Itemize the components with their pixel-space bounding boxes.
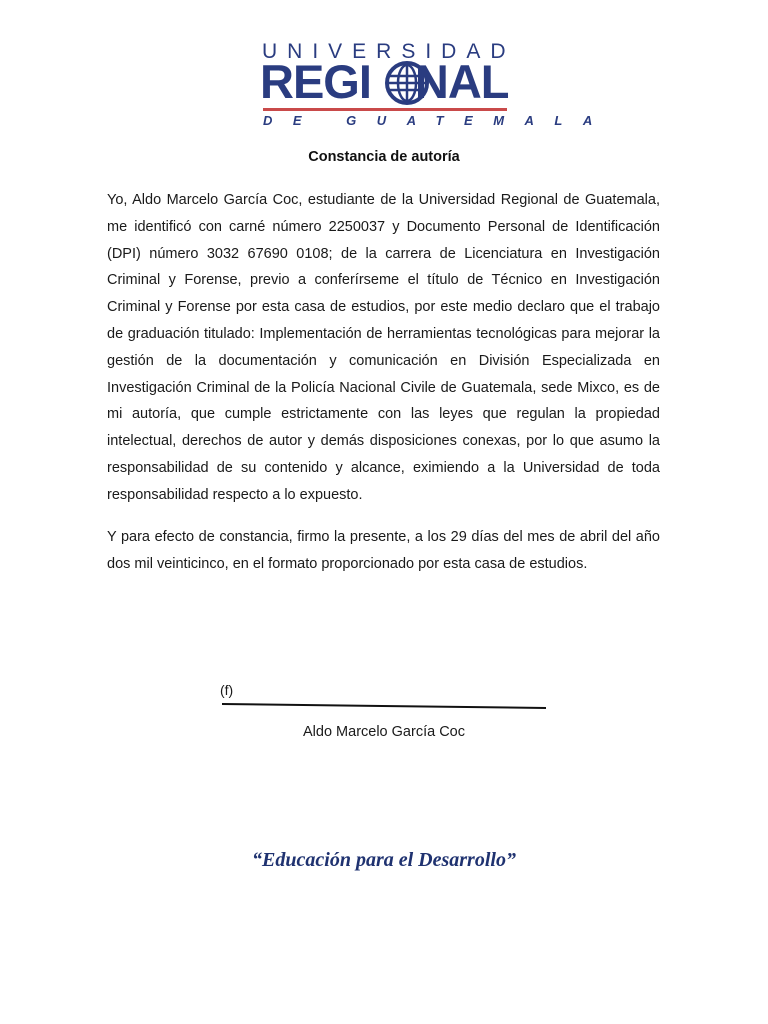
- university-logo: [260, 40, 613, 130]
- logo-main-right: NAL: [414, 55, 509, 108]
- university-motto: “Educación para el Desarrollo”: [252, 849, 516, 871]
- signatory-name: Aldo Marcelo García Coc: [303, 724, 465, 740]
- logo-bottom-text: DE GUATEMALA: [263, 113, 613, 128]
- logo-main-left: REGI: [260, 55, 371, 108]
- globe-icon: [385, 61, 429, 105]
- logo-top-text: UNIVERSIDAD: [262, 40, 516, 63]
- signature-line: [222, 700, 546, 712]
- document-title: Constancia de autoría: [308, 149, 460, 165]
- signature-marker: (f): [220, 682, 234, 698]
- logo-divider: [263, 108, 507, 111]
- closing-paragraph: Y para efecto de constancia, firmo la presente, a los 29 días del mes de abril del año dos mil veinticinco, en el formato proporcionado por esta casa de estudios.: [107, 529, 660, 572]
- declaration-paragraph: Yo, Aldo Marcelo García Coc, estudiante de la Universidad Regional de Guatemala, me identificó con carné número 2250037 y Documento Personal de Identificación (DPI) número 3032 67690 0108; de la carrera de Licenciatura en Investigación Criminal y Forense, previo a conferírseme el título de Técnico en Investigación Criminal y Forense por esta casa de estudios, por este medio declaro que el trabajo de graduación titulado: Implementación de herramientas tecnológicas para mejorar la gestión de la documentación y comunicación en División Especializada en Investigación Criminal de la Policía Nacional Civile de Guatemala, sede Mixco, es de mi autoría, que cumple estrictamente con las leyes que regulan la propiedad intelectual, derechos de autor y demás disposiciones conexas, por lo que asumo la responsabilidad de su contenido y alcance, eximiendo a la Universidad de toda responsabilidad respecto a lo expuesto.: [107, 192, 660, 503]
